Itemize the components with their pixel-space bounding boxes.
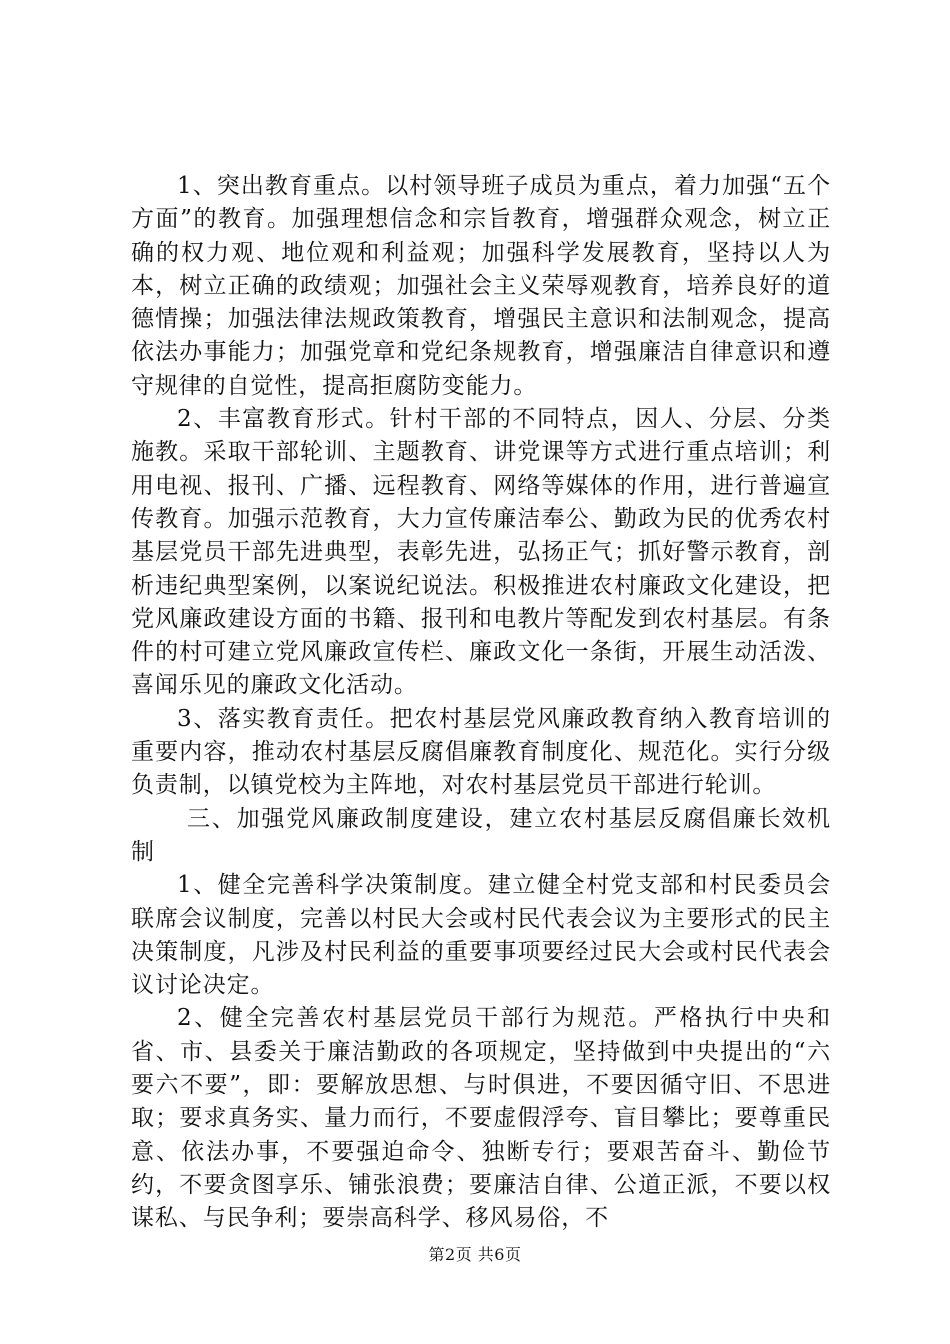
paragraph-1: 1、突出教育重点。以村领导班子成员为重点，着力加强“五个方面”的教育。加强理想信念和宗旨教育，增强群众观念，树立正确的权力观、地位观和利益观；加强科学发展教育，坚持以人为本，树立正确的政绩观；加强社会主义荣辱观教育，培养良好的道德情操；加强法律法规政策教育，增强民主意识和法制观念，提高依法办事能力；加强党章和党纪条规教育，增强廉洁自律意识和遵守规律的自觉性，提高拒腐防变能力。 <box>131 173 831 399</box>
paragraph-2: 2、丰富教育形式。针村干部的不同特点，因人、分层、分类施教。采取干部轮训、主题教育、讲党课等方式进行重点培训；利用电视、报刊、广播、远程教育、网络等媒体的作用，进行普遍宣传教育。加强示范教育，大力宣传廉洁奉公、勤政为民的优秀农村基层党员干部先进典型，表彰先进，弘扬正气；抓好警示教育，剖析违纪典型案例，以案说纪说法。积极推进农村廉政文化建设，把党风廉政建设方面的书籍、报刊和电教片等配发到农村基层。有条件的村可建立党风廉政宣传栏、廉政文化一条街，开展生动活泼、喜闻乐见的廉政文化活动。 <box>131 406 831 699</box>
section-heading: 三、加强党风廉政制度建设，建立农村基层反腐倡廉长效机制 <box>131 805 831 865</box>
paragraph-5: 2、健全完善农村基层党员干部行为规范。严格执行中央和省、市、县委关于廉洁勤政的各项规定，坚持做到中央提出的“六要六不要”，即：要解放思想、与时俱进，不要因循守旧、不思进取；要求真务实、量力而行，不要虚假浮夸、盲目攀比；要尊重民意、依法办事，不要强迫命令、独断专行；要艰苦奋斗、勤俭节约，不要贪图享乐、铺张浪费；要廉洁自律、公道正派，不要以权谋私、与民争利；要崇高科学、移风易俗，不 <box>131 1005 831 1232</box>
document-body <box>131 170 831 1236</box>
paragraph-3: 3、落实教育责任。把农村基层党风廉政教育纳入教育培训的重要内容，推动农村基层反腐倡廉教育制度化、规范化。实行分级负责制，以镇党校为主阵地，对农村基层党员干部进行轮训。 <box>131 705 831 799</box>
page-number-footer: 第2页 共6页 <box>428 1245 522 1264</box>
paragraph-4: 1、健全完善科学决策制度。建立健全村党支部和村民委员会联席会议制度，完善以村民大会或村民代表会议为主要形式的民主决策制度，凡涉及村民利益的重要事项要经过民大会或村民代表会议讨论决定。 <box>131 872 831 999</box>
